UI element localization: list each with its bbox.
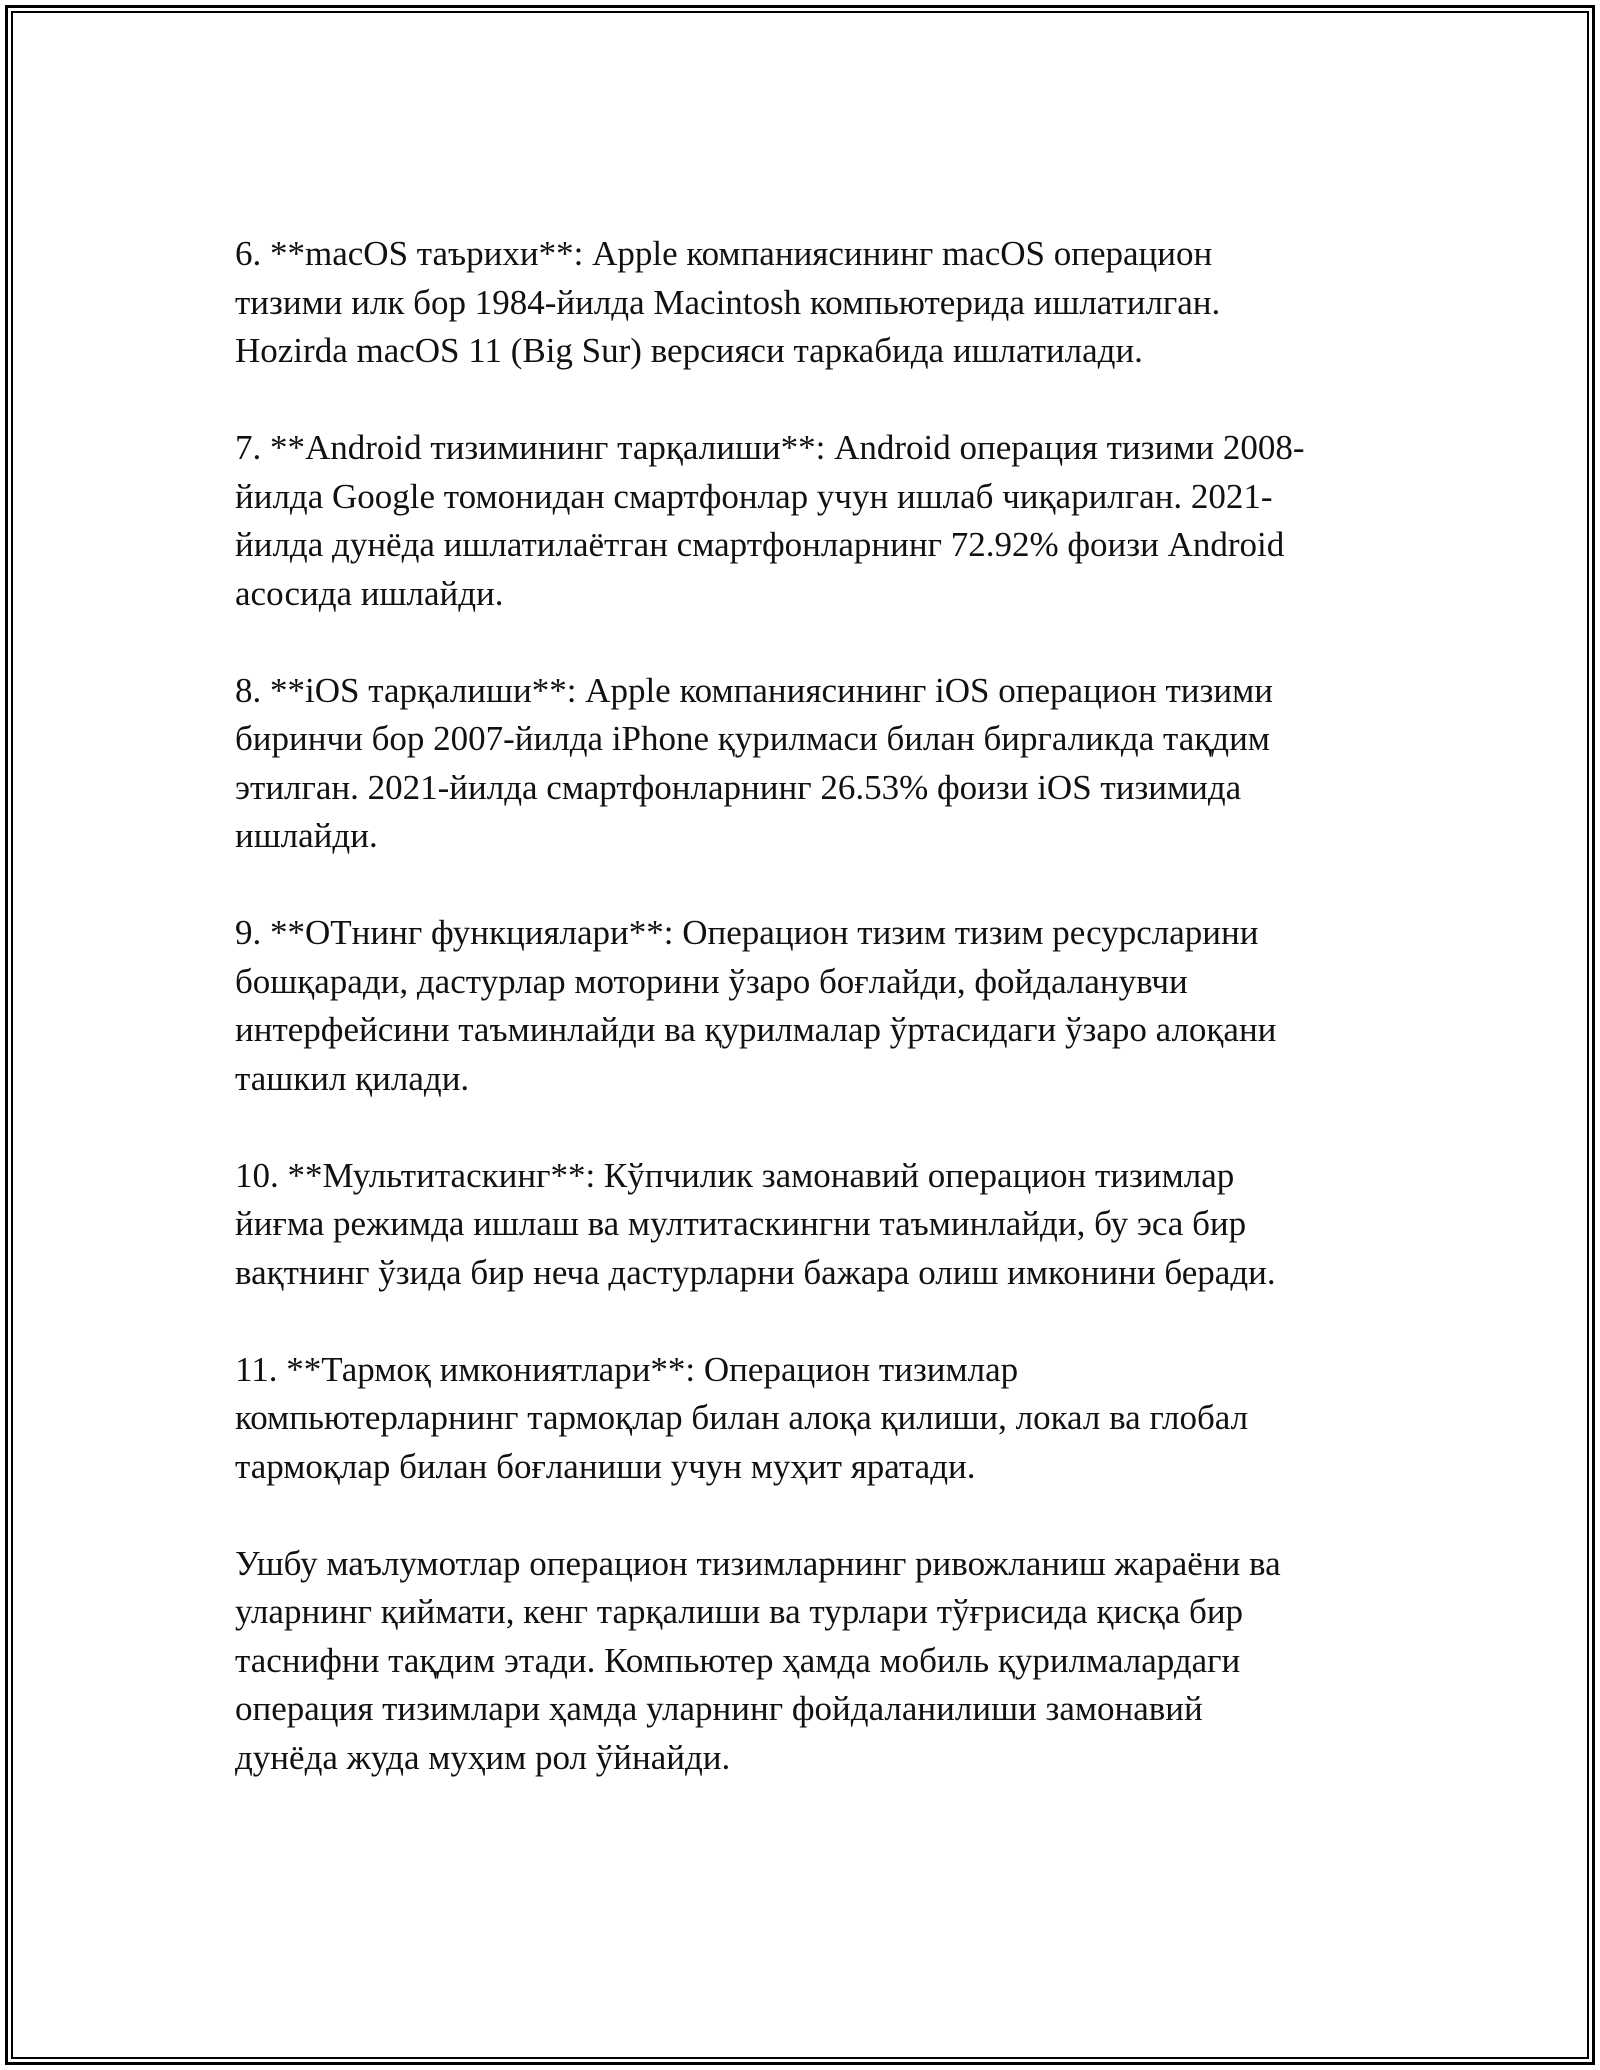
text-line: ташкил қилади.	[235, 1058, 470, 1098]
text-line: йилда Google томонидан смартфонлар учун ишлаб чиқарилган. 2021-	[235, 476, 1273, 516]
text-line: таснифни тақдим этади. Компьютер ҳамда мобиль қурилмалардаги	[235, 1640, 1241, 1680]
text-line: компьютерларнинг тармоқлар билан алоқа қилиши, локал ва глобал	[235, 1398, 1249, 1437]
paragraph-os-functions	[235, 909, 1365, 1103]
paragraph-macos-history	[235, 230, 1365, 376]
text-line: тизими илк бор 1984-йилда Macintosh компьютерида ишлатилган.	[235, 282, 1221, 322]
paragraph-conclusion	[235, 1540, 1365, 1783]
text-line: 7. **Android тизимининг тарқалиши**: Android операция тизими 2008-	[235, 428, 1305, 467]
text-line: операция тизимлари ҳамда уларнинг фойдаланилиши замонавий	[235, 1689, 1203, 1728]
text-line: 9. **ОТнинг функциялари**: Операцион тизим тизим ресурсларини	[235, 913, 1259, 952]
text-line: уларнинг қиймати, кенг тарқалиши ва турлари тўғрисида қисқа бир	[235, 1592, 1244, 1631]
text-line: дунёда жуда муҳим рол ўйнайди.	[235, 1737, 731, 1777]
text-line: тармоқлар билан боғланиши учун муҳит яратади.	[235, 1446, 976, 1486]
paragraph-multitasking	[235, 1152, 1365, 1298]
document-body	[235, 230, 1365, 1831]
text-line: Ушбу маълумотлар операцион тизимларнинг ривожланиш жараёни ва	[235, 1543, 1281, 1583]
text-line: йиғма режимда ишлаш ва мултитаскингни таъминлайди, бу эса бир	[235, 1204, 1247, 1243]
text-line: биринчи бор 2007-йилда iPhone қурилмаси билан биргаликда тақдим	[235, 719, 1270, 758]
text-line: 10. **Мультитаскинг**: Кўпчилик замонавий операцион тизимлар	[235, 1155, 1235, 1195]
text-line: ишлайди.	[235, 816, 378, 855]
text-line: интерфейсини таъминлайди ва қурилмалар ўртасидаги ўзаро алоқани	[235, 1010, 1277, 1049]
text-line: бошқаради, дастурлар моторини ўзаро боғлайди, фойдаланувчи	[235, 961, 1188, 1001]
text-line: Hozirda macOS 11 (Big Sur) версияси таркабида ишлатилади.	[235, 331, 1143, 370]
text-line: этилган. 2021-йилда смартфонларнинг 26.53% фоизи iOS тизимида	[235, 767, 1242, 807]
paragraph-ios-spread	[235, 667, 1365, 861]
text-line: 11. **Тармоқ имкониятлари**: Операцион тизимлар	[235, 1349, 1019, 1389]
text-line: 6. **macOS таърихи**: Apple компаниясининг macOS операцион	[235, 234, 1213, 273]
text-line: асосида ишлайди.	[235, 573, 504, 613]
paragraph-android-spread	[235, 424, 1365, 618]
text-line: йилда дунёда ишлатилаётган смартфонларнинг 72.92% фоизи Android	[235, 525, 1285, 564]
text-line: 8. **iOS тарқалиши**: Apple компаниясининг iOS операцион тизими	[235, 670, 1273, 710]
text-line: вақтнинг ўзида бир неча дастурларни бажара олиш имконини беради.	[235, 1252, 1276, 1292]
paragraph-network-capabilities	[235, 1346, 1365, 1492]
